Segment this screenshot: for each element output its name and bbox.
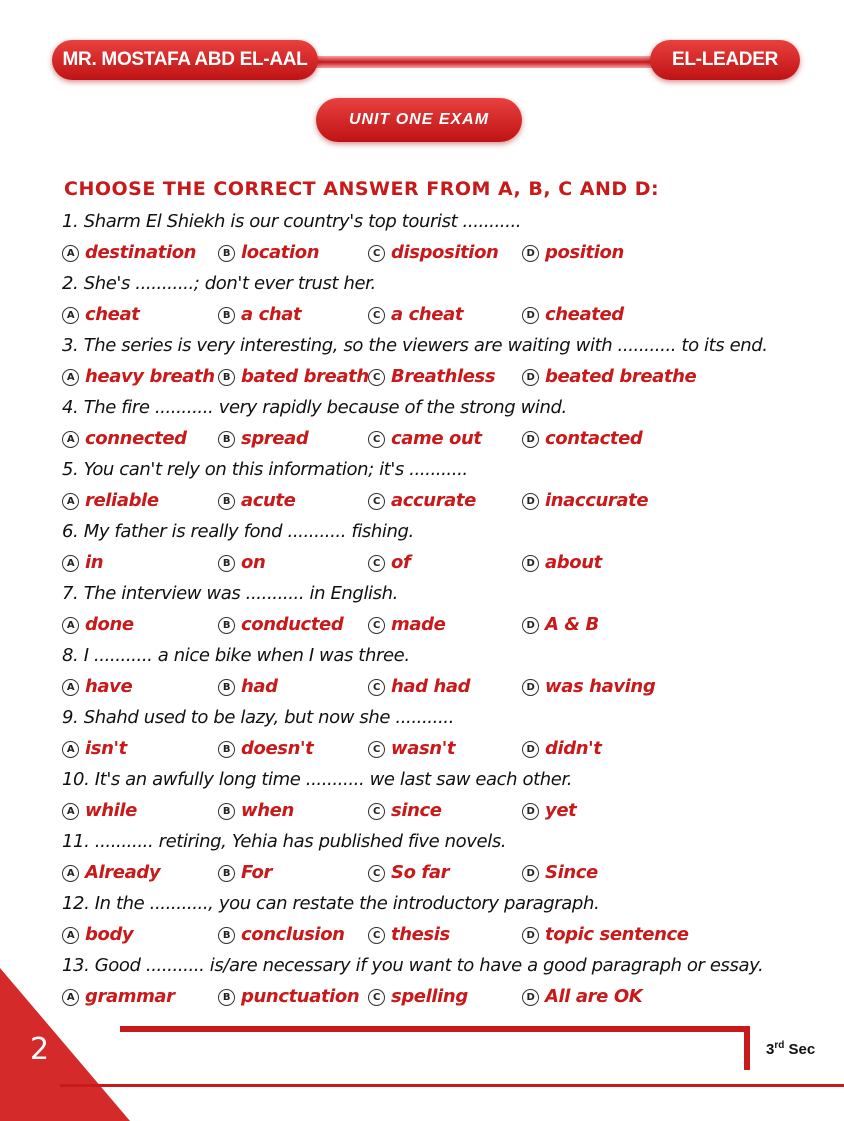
option-text: have <box>85 676 133 697</box>
option-letter-circle: D <box>522 741 539 758</box>
option-letter-circle: C <box>368 803 385 820</box>
answer-option[interactable] <box>522 795 576 826</box>
answer-option[interactable] <box>218 857 272 888</box>
answer-option[interactable] <box>368 547 410 578</box>
brand-badge: EL-LEADER <box>650 40 800 80</box>
option-letter-circle: D <box>522 865 539 882</box>
option-text: punctuation <box>241 986 360 1007</box>
option-text: of <box>391 552 411 573</box>
answer-option[interactable] <box>368 981 468 1012</box>
answer-option[interactable] <box>218 733 313 764</box>
question-text: 6. My father is really fond ........... fishing. <box>62 521 414 542</box>
answer-options <box>62 299 832 330</box>
grade-suffix: rd <box>774 1040 785 1051</box>
option-letter-circle: A <box>62 431 79 448</box>
option-letter-circle: C <box>368 679 385 696</box>
question-text: 7. The interview was ........... in English. <box>62 583 398 604</box>
question-text: 12. In the ..........., you can restate the introductory paragraph. <box>62 893 600 914</box>
option-letter-circle: B <box>218 741 235 758</box>
answer-options <box>62 857 832 888</box>
answer-option[interactable] <box>368 237 498 268</box>
answer-option[interactable] <box>62 361 215 392</box>
option-letter-circle: D <box>522 679 539 696</box>
answer-option[interactable] <box>218 547 265 578</box>
answer-option[interactable] <box>62 919 133 950</box>
answer-option[interactable] <box>218 671 278 702</box>
question-text: 8. I ........... a nice bike when I was three. <box>62 645 410 666</box>
option-letter-circle: D <box>522 555 539 572</box>
option-text: conclusion <box>241 924 345 945</box>
answer-option[interactable] <box>522 857 598 888</box>
answer-options <box>62 795 832 826</box>
option-text: on <box>241 552 266 573</box>
option-text: conducted <box>241 614 344 635</box>
option-letter-circle: A <box>62 307 79 324</box>
option-letter-circle: A <box>62 927 79 944</box>
answer-options <box>62 361 832 392</box>
answer-option[interactable] <box>522 423 642 454</box>
option-text: spread <box>241 428 309 449</box>
answer-option[interactable] <box>62 671 132 702</box>
option-text: Breathless <box>391 366 496 387</box>
option-text: destination <box>85 242 197 263</box>
option-text: a chat <box>241 304 302 325</box>
answer-option[interactable] <box>522 671 655 702</box>
header-bar <box>48 38 800 84</box>
answer-option[interactable] <box>368 299 463 330</box>
answer-option[interactable] <box>218 237 319 268</box>
answer-option[interactable] <box>62 237 196 268</box>
option-letter-circle: B <box>218 307 235 324</box>
option-text: done <box>85 614 134 635</box>
option-letter-circle: B <box>218 245 235 262</box>
option-letter-circle: A <box>62 617 79 634</box>
answer-option[interactable] <box>368 795 442 826</box>
option-text: location <box>241 242 320 263</box>
question-text: 4. The fire ........... very rapidly because of the strong wind. <box>62 397 567 418</box>
answer-option[interactable] <box>62 795 137 826</box>
answer-option[interactable] <box>218 981 359 1012</box>
answer-option[interactable] <box>368 857 449 888</box>
answer-option[interactable] <box>62 857 160 888</box>
option-text: inaccurate <box>545 490 649 511</box>
option-text: yet <box>545 800 577 821</box>
answer-option[interactable] <box>218 609 343 640</box>
option-text: came out <box>391 428 482 449</box>
answer-options <box>62 671 832 702</box>
option-text: position <box>545 242 624 263</box>
answer-option[interactable] <box>218 423 308 454</box>
answer-option[interactable] <box>368 733 455 764</box>
option-letter-circle: C <box>368 741 385 758</box>
answer-options <box>62 733 832 764</box>
option-text: acute <box>241 490 296 511</box>
option-text: connected <box>85 428 187 449</box>
answer-option[interactable] <box>522 547 602 578</box>
option-text: body <box>85 924 134 945</box>
option-letter-circle: C <box>368 245 385 262</box>
teacher-name-badge: MR. MOSTAFA ABD EL-AAL <box>52 40 318 80</box>
answer-option[interactable] <box>522 237 624 268</box>
question-text: 5. You can't rely on this information; it's ........... <box>62 459 468 480</box>
option-text: A & B <box>545 614 599 635</box>
option-letter-circle: B <box>218 927 235 944</box>
option-letter-circle: A <box>62 679 79 696</box>
option-letter-circle: D <box>522 927 539 944</box>
option-letter-circle: B <box>218 555 235 572</box>
option-text: beated breathe <box>545 366 697 387</box>
option-text: cheat <box>85 304 140 325</box>
answer-options <box>62 547 832 578</box>
option-letter-circle: A <box>62 369 79 386</box>
question-text: 1. Sharm El Shiekh is our country's top tourist ........... <box>62 211 522 232</box>
option-letter-circle: A <box>62 493 79 510</box>
answer-option[interactable] <box>62 485 159 516</box>
answer-option[interactable] <box>218 795 294 826</box>
answer-option[interactable] <box>522 919 689 950</box>
answer-options <box>62 485 832 516</box>
option-letter-circle: B <box>218 617 235 634</box>
option-letter-circle: A <box>62 865 79 882</box>
answer-option[interactable] <box>368 609 445 640</box>
option-letter-circle: C <box>368 555 385 572</box>
option-letter-circle: C <box>368 493 385 510</box>
answer-option[interactable] <box>368 671 470 702</box>
option-letter-circle: B <box>218 803 235 820</box>
option-text: grammar <box>85 986 175 1007</box>
option-letter-circle: D <box>522 989 539 1006</box>
option-text: wasn't <box>391 738 456 759</box>
grade-number: 3 <box>766 1041 775 1058</box>
option-letter-circle: C <box>368 865 385 882</box>
option-letter-circle: A <box>62 741 79 758</box>
option-letter-circle: D <box>522 803 539 820</box>
option-letter-circle: B <box>218 989 235 1006</box>
option-text: spelling <box>391 986 468 1007</box>
option-text: when <box>241 800 294 821</box>
answer-option[interactable] <box>62 547 103 578</box>
answer-option[interactable] <box>218 299 301 330</box>
answer-option[interactable] <box>218 919 345 950</box>
option-text: So far <box>391 862 450 883</box>
answer-option[interactable] <box>62 733 127 764</box>
option-text: thesis <box>391 924 450 945</box>
unit-title-badge: UNIT ONE EXAM <box>316 98 522 142</box>
footer-bottom-rule <box>60 1084 844 1087</box>
option-letter-circle: B <box>218 431 235 448</box>
option-text: Already <box>85 862 161 883</box>
answer-options <box>62 919 832 950</box>
option-text: since <box>391 800 442 821</box>
footer-bracket <box>744 1026 750 1070</box>
option-text: contacted <box>545 428 643 449</box>
option-letter-circle: D <box>522 369 539 386</box>
answer-options <box>62 423 832 454</box>
answer-option[interactable] <box>522 485 648 516</box>
option-text: All are OK <box>545 986 643 1007</box>
option-letter-circle: D <box>522 307 539 324</box>
option-letter-circle: D <box>522 245 539 262</box>
answer-option[interactable] <box>522 609 599 640</box>
answer-options <box>62 981 832 1012</box>
option-letter-circle: B <box>218 865 235 882</box>
question-text: 3. The series is very interesting, so the viewers are waiting with ........... to its end. <box>62 335 768 356</box>
question-text: 9. Shahd used to be lazy, but now she ........... <box>62 707 454 728</box>
question-text: 10. It's an awfully long time ........... we last saw each other. <box>62 769 573 790</box>
answer-option[interactable] <box>368 485 476 516</box>
option-text: while <box>85 800 137 821</box>
answer-option[interactable] <box>62 609 134 640</box>
option-text: was having <box>545 676 656 697</box>
option-letter-circle: A <box>62 989 79 1006</box>
answer-option[interactable] <box>522 981 642 1012</box>
answer-option[interactable] <box>522 733 601 764</box>
option-letter-circle: C <box>368 431 385 448</box>
option-text: topic sentence <box>545 924 689 945</box>
question-text: 11. ........... retiring, Yehia has published five novels. <box>62 831 507 852</box>
header-divider-line <box>298 56 660 68</box>
answer-option[interactable] <box>218 361 369 392</box>
answer-option[interactable] <box>368 423 482 454</box>
option-text: For <box>241 862 272 883</box>
answer-option[interactable] <box>62 423 187 454</box>
option-letter-circle: B <box>218 493 235 510</box>
option-letter-circle: D <box>522 493 539 510</box>
option-letter-circle: A <box>62 803 79 820</box>
option-text: isn't <box>85 738 127 759</box>
option-letter-circle: C <box>368 369 385 386</box>
option-text: had had <box>391 676 471 697</box>
option-text: in <box>85 552 104 573</box>
option-text: heavy breath <box>85 366 215 387</box>
answer-option[interactable] <box>62 299 139 330</box>
page-number: 2 <box>30 1032 50 1067</box>
footer-rule <box>120 1026 748 1032</box>
question-text: 13. Good ........... is/are necessary if you want to have a good paragraph or essay. <box>62 955 764 976</box>
option-letter-circle: D <box>522 431 539 448</box>
option-letter-circle: D <box>522 617 539 634</box>
option-text: had <box>241 676 278 697</box>
option-text: made <box>391 614 446 635</box>
option-text: Since <box>545 862 598 883</box>
option-text: bated breath <box>241 366 369 387</box>
answer-option[interactable] <box>218 485 295 516</box>
grade-section: Sec <box>788 1041 816 1058</box>
question-text: 2. She's ...........; don't ever trust her. <box>62 273 376 294</box>
option-text: accurate <box>391 490 476 511</box>
option-letter-circle: C <box>368 307 385 324</box>
answer-options <box>62 237 832 268</box>
question-list <box>62 206 832 1012</box>
answer-options <box>62 609 832 640</box>
option-text: cheated <box>545 304 624 325</box>
option-letter-circle: A <box>62 555 79 572</box>
instruction-heading: CHOOSE THE CORRECT ANSWER FROM A, B, C AND D: <box>64 178 660 200</box>
option-text: didn't <box>545 738 602 759</box>
option-letter-circle: C <box>368 927 385 944</box>
option-text: disposition <box>391 242 499 263</box>
option-text: a cheat <box>391 304 464 325</box>
option-letter-circle: C <box>368 989 385 1006</box>
option-text: about <box>545 552 602 573</box>
option-letter-circle: C <box>368 617 385 634</box>
option-letter-circle: B <box>218 369 235 386</box>
option-text: reliable <box>85 490 159 511</box>
answer-option[interactable] <box>522 299 624 330</box>
option-letter-circle: B <box>218 679 235 696</box>
answer-option[interactable] <box>522 361 696 392</box>
answer-option[interactable] <box>368 919 450 950</box>
footer-corner-triangle <box>0 968 130 1121</box>
grade-label <box>766 1040 815 1058</box>
option-letter-circle: A <box>62 245 79 262</box>
option-text: doesn't <box>241 738 314 759</box>
answer-option[interactable] <box>368 361 495 392</box>
